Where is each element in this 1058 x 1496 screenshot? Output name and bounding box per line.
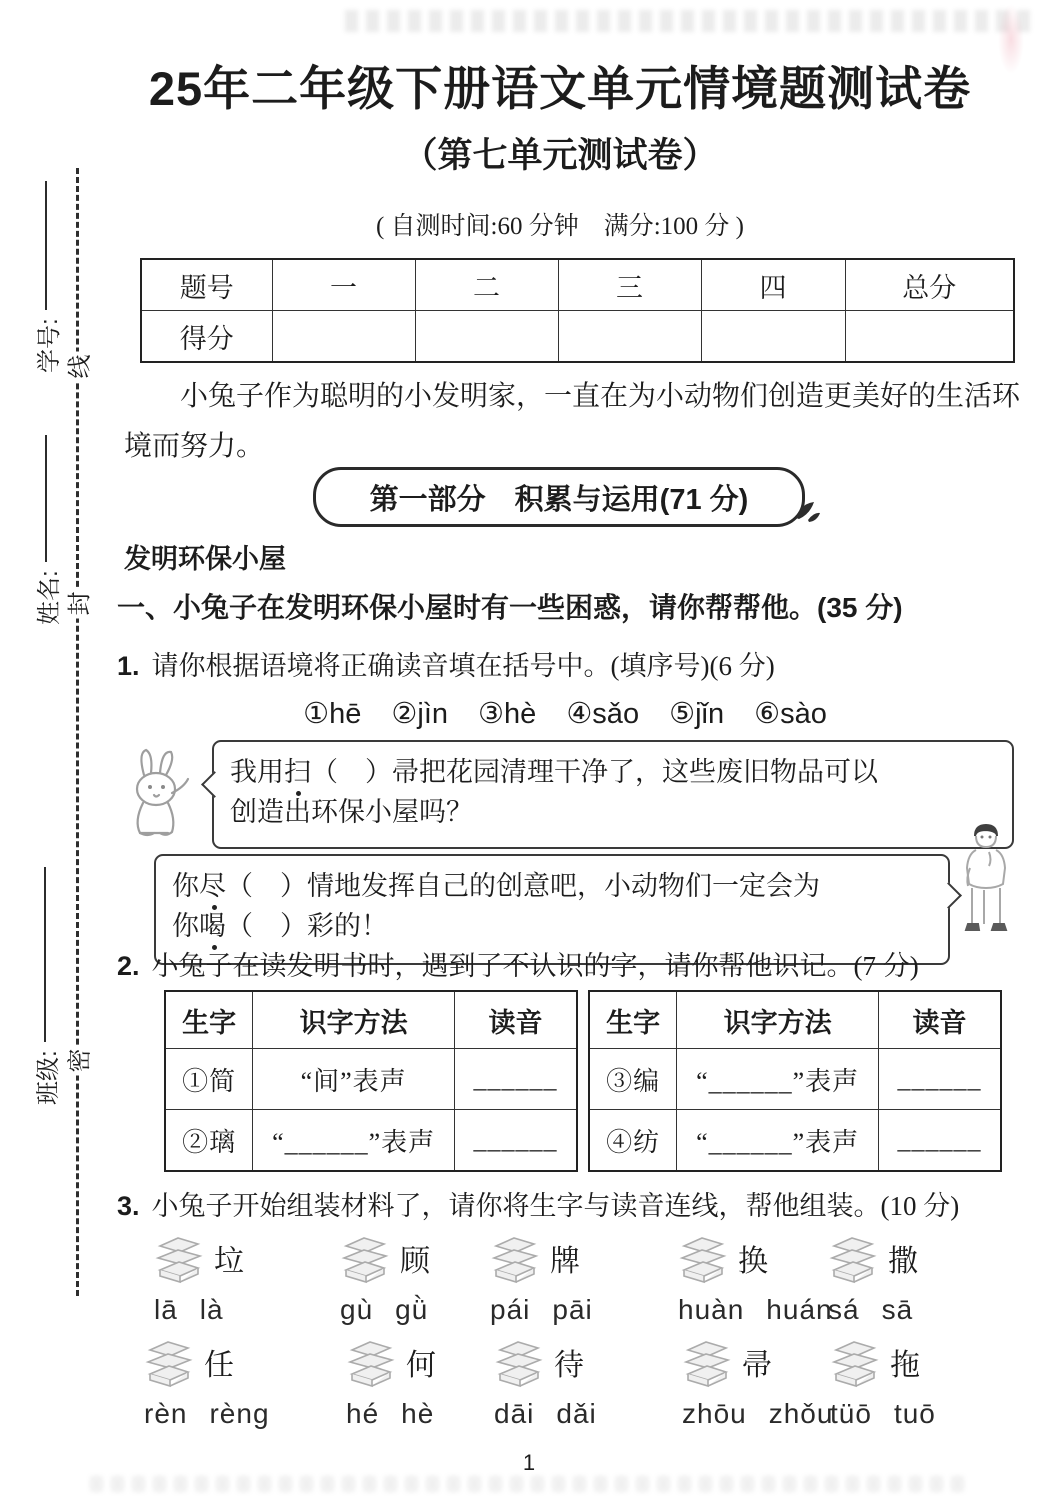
score-table	[140, 258, 1015, 363]
q2-number: 2.	[117, 951, 140, 981]
q1-option-3: ③hè	[478, 698, 537, 730]
q3-character[interactable]: 待	[554, 1349, 584, 1382]
q1-text: 请你根据语境将正确读音填在括号中。(填序号)(6 分)	[151, 651, 775, 681]
q2-text: 小兔子在读发明书时，遇到了不认识的字，请你帮他识记。(7 分)	[151, 951, 919, 981]
seal-char-feng: 封	[57, 589, 98, 619]
materials-stack-icon	[488, 1232, 540, 1284]
q3-text: 小兔子开始组装材料了，请你将生字与读音连线，帮他组装。(10 分)	[151, 1191, 960, 1221]
q3-item	[488, 1232, 593, 1326]
q3-pinyin-option[interactable]: hè	[401, 1398, 435, 1429]
q3-pinyin-option[interactable]: tuō	[893, 1398, 936, 1429]
theme-heading: 发明环保小屋	[124, 544, 286, 574]
q1-option-5: ⑤jǐn	[669, 698, 725, 730]
student-number-blank[interactable]	[45, 181, 47, 310]
q2-method-blank-2[interactable]: “______”表声	[253, 1110, 455, 1172]
q2-char-2: ②璃	[165, 1110, 253, 1172]
q3-item	[338, 1232, 430, 1326]
score-row-label: 得分	[141, 311, 272, 363]
q1-number: 1.	[117, 651, 140, 681]
q3-character[interactable]: 帚	[742, 1349, 772, 1382]
time-score-meta: ( 自测时间:60 分钟 满分:100 分 )	[375, 213, 745, 240]
materials-stack-icon	[338, 1232, 390, 1284]
q1-options	[110, 696, 1020, 731]
q3-pinyin-option[interactable]: sā	[881, 1294, 914, 1325]
q2-left-header-char: 生字	[165, 991, 253, 1049]
q3-pinyin-option[interactable]: pāi	[552, 1294, 593, 1325]
q3-character[interactable]: 任	[204, 1349, 234, 1382]
q2-method-blank-4[interactable]: “______”表声	[677, 1110, 879, 1172]
q3-pinyin-option[interactable]: sá	[828, 1294, 860, 1325]
bleed-through-bottom	[90, 1476, 970, 1492]
paper-title: 25年二年级下册语文单元情境题测试卷	[148, 62, 972, 115]
q3-pinyin-option[interactable]: tüō	[830, 1398, 872, 1429]
q3-item	[676, 1232, 833, 1326]
q3-pinyin-option[interactable]: dāi	[494, 1398, 535, 1429]
emphasis-dot	[296, 791, 301, 796]
q3-pinyin-option[interactable]: hé	[346, 1398, 380, 1429]
materials-stack-icon	[676, 1232, 728, 1284]
class-label: 班级:	[34, 1050, 62, 1105]
student-number-field	[31, 181, 61, 373]
q2-right-header-method: 识字方法	[677, 991, 879, 1049]
q2-method-blank-3[interactable]: “______”表声	[677, 1049, 879, 1110]
q3-pinyin-option[interactable]: zhǒu	[768, 1398, 834, 1429]
page-number: 1	[522, 1450, 536, 1475]
rabbit-icon	[110, 745, 206, 839]
q2-table-right	[588, 990, 1002, 1172]
q2-table-left	[164, 990, 578, 1172]
q3-pinyin-option[interactable]: dǎi	[556, 1398, 597, 1429]
materials-stack-icon	[826, 1232, 878, 1284]
q3-item	[152, 1232, 244, 1326]
person-speech-line2: 你喝（ ）彩的！	[172, 911, 388, 941]
q2-char-3: ③编	[589, 1049, 677, 1110]
q3-character[interactable]: 拖	[890, 1349, 920, 1382]
paper-subtitle: （第七单元测试卷）	[402, 136, 718, 175]
score-cell-4[interactable]	[701, 311, 845, 363]
q3-stem	[117, 1184, 1022, 1223]
q3-pinyin-option[interactable]: là	[199, 1294, 224, 1325]
rabbit-speech-line2: 创造出环保小屋吗？	[230, 797, 473, 827]
rabbit-speech-bubble	[212, 740, 1014, 849]
materials-stack-icon	[344, 1336, 396, 1388]
q3-character[interactable]: 垃	[214, 1245, 244, 1278]
question-one-stem: 一、小兔子在发明环保小屋时有一些困惑，请你帮帮他。(35 分)	[117, 592, 903, 623]
q2-right-header-char: 生字	[589, 991, 677, 1049]
q2-sound-blank-1[interactable]: ______	[455, 1049, 577, 1110]
name-field	[31, 429, 61, 625]
score-header-tihao: 题号	[141, 259, 272, 311]
name-label: 姓名:	[35, 570, 63, 625]
seal-char-mi: 密	[57, 1046, 98, 1076]
part1-banner: 第一部分 积累与运用(71 分)	[313, 467, 805, 527]
q2-left-header-method: 识字方法	[253, 991, 455, 1049]
materials-stack-icon	[492, 1336, 544, 1388]
seal-char-line: 线	[57, 352, 98, 382]
q2-right-header-sound: 读音	[879, 991, 1001, 1049]
score-header-total: 总分	[845, 259, 1014, 311]
q2-char-1: ①简	[165, 1049, 253, 1110]
materials-stack-icon	[680, 1336, 732, 1388]
q3-pinyin-option[interactable]: pái	[490, 1294, 531, 1325]
q3-pinyin-option[interactable]: zhōu	[682, 1398, 747, 1429]
class-blank[interactable]	[44, 867, 46, 1042]
score-cell-2[interactable]	[415, 311, 558, 363]
q3-character[interactable]: 牌	[550, 1245, 580, 1278]
seal-dashed-line	[76, 168, 79, 1296]
q3-pinyin-option[interactable]: rèn	[144, 1398, 188, 1429]
q2-sound-blank-4[interactable]: ______	[879, 1110, 1001, 1172]
score-header-3: 三	[558, 259, 701, 311]
name-blank[interactable]	[45, 435, 47, 562]
class-field	[30, 855, 60, 1105]
boy-icon	[956, 822, 1016, 938]
rabbit-speech-line1: 我用扫（ ）帚把花园清理干净了，这些废旧物品可以	[230, 757, 878, 787]
q2-left-header-sound: 读音	[455, 991, 577, 1049]
q3-number: 3.	[117, 1191, 140, 1221]
materials-stack-icon	[152, 1232, 204, 1284]
score-header-2: 二	[415, 259, 558, 311]
q3-item	[826, 1232, 918, 1326]
q1-option-1: ①hē	[303, 698, 362, 730]
scenario-intro: 小兔子作为聪明的小发明家，一直在为小动物们创造更美好的生活环境而努力。	[124, 381, 1021, 462]
q3-pinyin-option[interactable]: gù	[340, 1294, 374, 1325]
q3-character[interactable]: 顾	[400, 1245, 430, 1278]
bleed-through-top	[345, 10, 1035, 32]
q2-method-1: “间”表声	[253, 1049, 455, 1110]
q3-pinyin-option[interactable]: gǜ	[395, 1294, 429, 1325]
q3-item	[142, 1336, 270, 1430]
q2-stem	[117, 944, 1022, 983]
q1-option-6: ⑥sào	[754, 698, 827, 730]
q3-character[interactable]: 何	[406, 1349, 436, 1382]
q2-sound-blank-2[interactable]: ______	[455, 1110, 577, 1172]
emphasis-dot	[212, 905, 217, 910]
q2-char-4: ④纺	[589, 1110, 677, 1172]
score-header-1: 一	[272, 259, 415, 311]
score-header-4: 四	[701, 259, 845, 311]
q1-stem	[117, 644, 1022, 683]
person-speech-line1: 你尽（ ）情地发挥自己的创意吧，小动物们一定会为	[172, 871, 820, 901]
q3-item	[680, 1336, 833, 1430]
q3-item	[492, 1336, 597, 1430]
q3-pinyin-option[interactable]: lā	[154, 1294, 178, 1325]
q1-option-4: ④sǎo	[566, 698, 640, 730]
score-cell-3[interactable]	[558, 311, 701, 363]
q3-character[interactable]: 撒	[888, 1245, 918, 1278]
q3-character[interactable]: 换	[738, 1245, 768, 1278]
materials-stack-icon	[142, 1336, 194, 1388]
q3-pinyin-option[interactable]: rèng	[209, 1398, 270, 1429]
q2-sound-blank-3[interactable]: ______	[879, 1049, 1001, 1110]
q3-item	[828, 1336, 936, 1430]
q3-item	[344, 1336, 436, 1430]
q1-option-2: ②jìn	[391, 698, 449, 730]
student-number-label: 学号:	[35, 318, 63, 373]
score-cell-total[interactable]	[845, 311, 1014, 363]
score-cell-1[interactable]	[272, 311, 415, 363]
q3-pinyin-option[interactable]: huán	[766, 1294, 833, 1325]
leaf-icon	[792, 496, 822, 526]
q3-pinyin-option[interactable]: huàn	[678, 1294, 745, 1325]
materials-stack-icon	[828, 1336, 880, 1388]
